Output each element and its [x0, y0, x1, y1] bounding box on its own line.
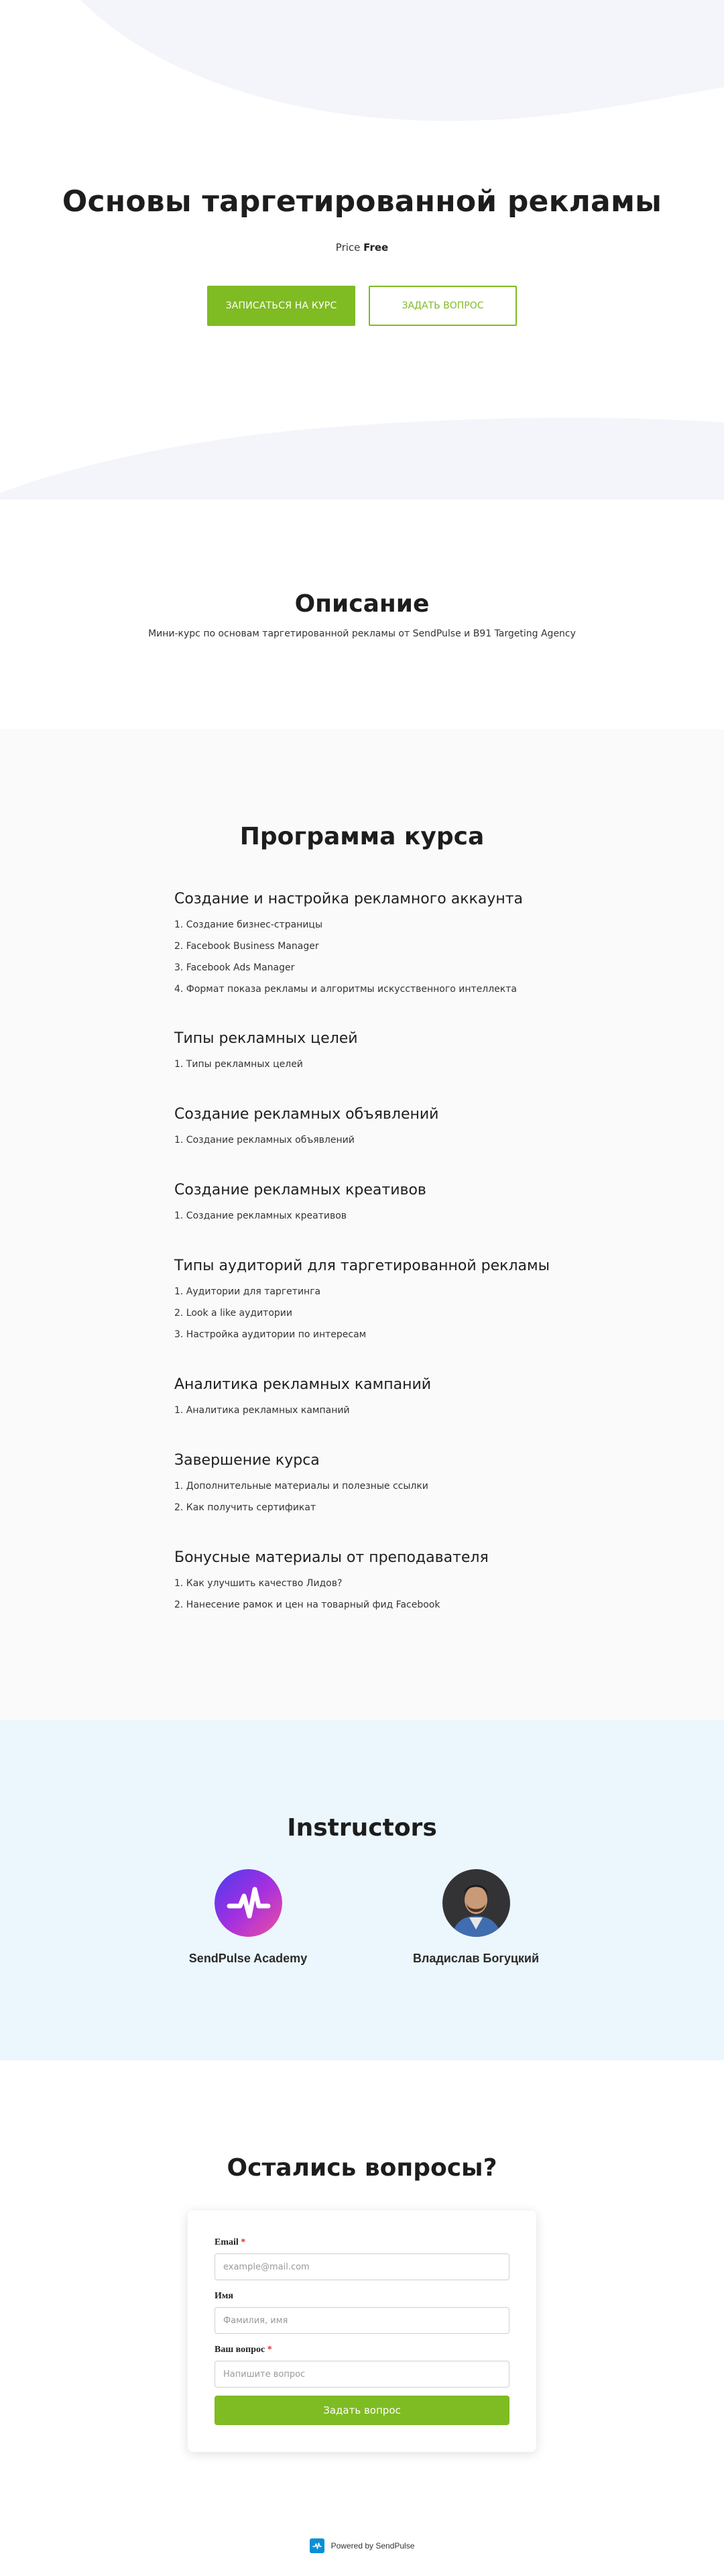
- lesson: 2. Look a like аудитории: [174, 1308, 292, 1319]
- instructor-name: Владислав Богуцкий: [412, 1952, 540, 1965]
- lesson: 1. Типы рекламных целей: [174, 1059, 303, 1070]
- email-label: [215, 2237, 245, 2248]
- lesson: 2. Как получить сертификат: [174, 1502, 316, 1513]
- instructor-card: [161, 1869, 335, 1966]
- powered-by-text: Powered by SendPulse: [330, 2541, 415, 2551]
- ask-question-button[interactable]: ЗАДАТЬ ВОПРОС: [369, 286, 517, 326]
- questions-title: Остались вопросы?: [227, 2154, 497, 2182]
- module: [174, 1549, 577, 1616]
- module: [174, 1257, 577, 1345]
- lesson: 1. Аудитории для таргетинга: [174, 1286, 321, 1297]
- question-field[interactable]: [215, 2361, 509, 2388]
- lesson: 1. Создание рекламных объявлений: [174, 1135, 355, 1145]
- module-title: Создание рекламных креативов: [174, 1182, 426, 1198]
- program-title: Программа курса: [239, 823, 485, 850]
- module-title: Создание и настройка рекламного аккаунта: [174, 891, 523, 907]
- price: [0, 241, 724, 254]
- price-label: Price: [335, 241, 361, 254]
- page-title: Основы таргетированной рекламы: [62, 184, 662, 219]
- lesson: 1. Создание рекламных креативов: [174, 1211, 347, 1221]
- question-form: [188, 2210, 536, 2452]
- sendpulse-pulse-logo-icon: [215, 1869, 282, 1937]
- lesson: 1. Как улучшить качество Лидов?: [174, 1578, 343, 1589]
- question-label: [215, 2345, 272, 2355]
- lesson: 2. Facebook Business Manager: [174, 941, 319, 952]
- name-field[interactable]: [215, 2307, 509, 2334]
- required-mark: *: [267, 2345, 272, 2355]
- module-title: Завершение курса: [174, 1452, 320, 1469]
- lesson: 3. Настройка аудитории по интересам: [174, 1329, 367, 1340]
- name-label: [215, 2291, 233, 2302]
- instructors-section: [0, 1720, 724, 2060]
- instructor-card: [389, 1869, 563, 1966]
- lesson: 1. Дополнительные материалы и полезные ссылки: [174, 1481, 428, 1492]
- module-title: Бонусные материалы от преподавателя: [174, 1549, 489, 1566]
- hero-section: [0, 0, 724, 500]
- name-label-text: Имя: [215, 2291, 233, 2301]
- lesson: 4. Формат показа рекламы и алгоритмы искусственного интеллекта: [174, 984, 517, 995]
- lesson: 1. Создание бизнес-страницы: [174, 919, 323, 930]
- instructor-name: SendPulse Academy: [188, 1952, 308, 1965]
- lesson: 2. Нанесение рамок и цен на товарный фид Facebook: [174, 1600, 440, 1610]
- module: [174, 1105, 577, 1151]
- enroll-button[interactable]: ЗАПИСАТЬСЯ НА КУРС: [207, 286, 355, 326]
- description-title: Описание: [294, 590, 430, 618]
- sendpulse-logo-icon: [310, 2538, 324, 2553]
- price-value: Free: [363, 241, 389, 254]
- email-label-text: Email: [215, 2237, 239, 2247]
- instructors-title: Instructors: [287, 1814, 437, 1842]
- description-text: Мини-курс по основам таргетированной рекламы от SendPulse и B91 Targeting Agency: [148, 628, 576, 639]
- required-mark: *: [241, 2237, 246, 2247]
- module-title: Аналитика рекламных кампаний: [174, 1376, 432, 1393]
- email-field[interactable]: [215, 2253, 509, 2280]
- powered-by[interactable]: [0, 2538, 724, 2553]
- module: [174, 890, 577, 1000]
- question-label-text: Ваш вопрос: [215, 2345, 265, 2355]
- module: [174, 1029, 577, 1075]
- module: [174, 1376, 577, 1421]
- module: [174, 1451, 577, 1518]
- module-title: Типы рекламных целей: [174, 1030, 358, 1047]
- module: [174, 1181, 577, 1227]
- submit-question-button[interactable]: Задать вопрос: [215, 2396, 509, 2425]
- module-title: Создание рекламных объявлений: [174, 1106, 439, 1123]
- lesson: 1. Аналитика рекламных кампаний: [174, 1405, 350, 1416]
- person-photo-icon: [442, 1869, 510, 1937]
- program-section: [0, 729, 724, 1720]
- lesson: 3. Facebook Ads Manager: [174, 962, 295, 973]
- module-title: Типы аудиторий для таргетированной рекламы: [174, 1257, 550, 1274]
